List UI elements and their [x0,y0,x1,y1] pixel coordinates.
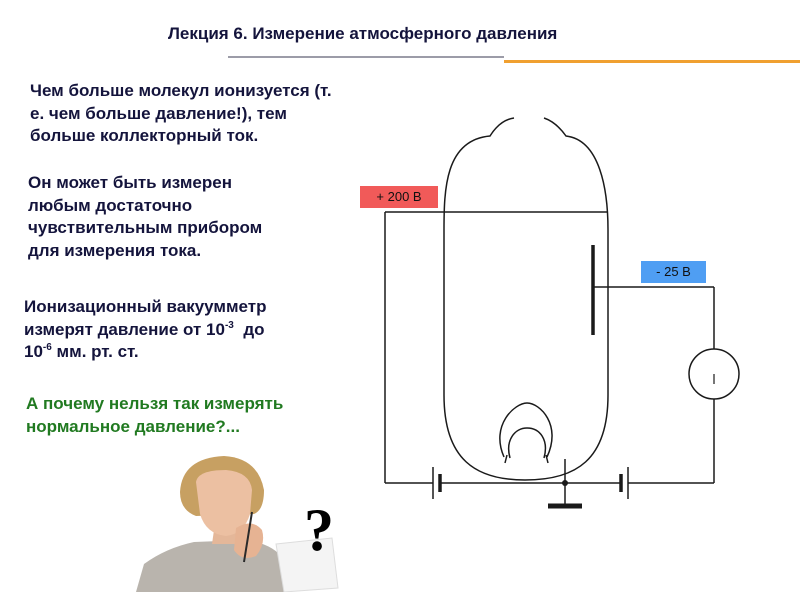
filament-lead-left [505,455,507,463]
paragraph-line: нормальное давление?... [26,416,240,436]
paragraph-line: любым достаточно [28,195,193,215]
paragraph-line: Он может быть измерен [28,173,232,192]
superscript-exponent: -3 [224,319,234,331]
paragraph-line: для измерения тока. [28,240,202,260]
ground-junction [562,480,568,486]
question-mark: ? [304,497,334,563]
paragraph-line: Чем больше молекул ионизуется (т. [30,81,332,100]
paragraph-line: А почему нельзя так измерять [26,394,284,413]
text-run: измерят давление от 10 [24,319,225,339]
paragraph-line: больше коллекторный ток. [30,126,259,145]
plus-200v-label: + 200 В [360,186,438,208]
filament [509,428,546,458]
superscript-exponent: -6 [42,342,52,353]
text-run: 10 [24,342,43,361]
slide-title: Лекция 6. Измерение атмосферного давления [168,24,558,43]
paragraph-line: е. чем больше давление!), тем [30,103,287,123]
text-run: мм. рт. ст. [51,342,139,361]
bulb-outline [444,118,608,480]
paragraph-line: чувствительным прибором [28,218,263,237]
text-run: до [233,319,265,339]
minus-25v-label: - 25 В [641,261,706,283]
grid-loop [500,403,552,457]
person-body [136,540,290,592]
paragraph-line: Ионизационный вакуумметр [24,297,267,316]
